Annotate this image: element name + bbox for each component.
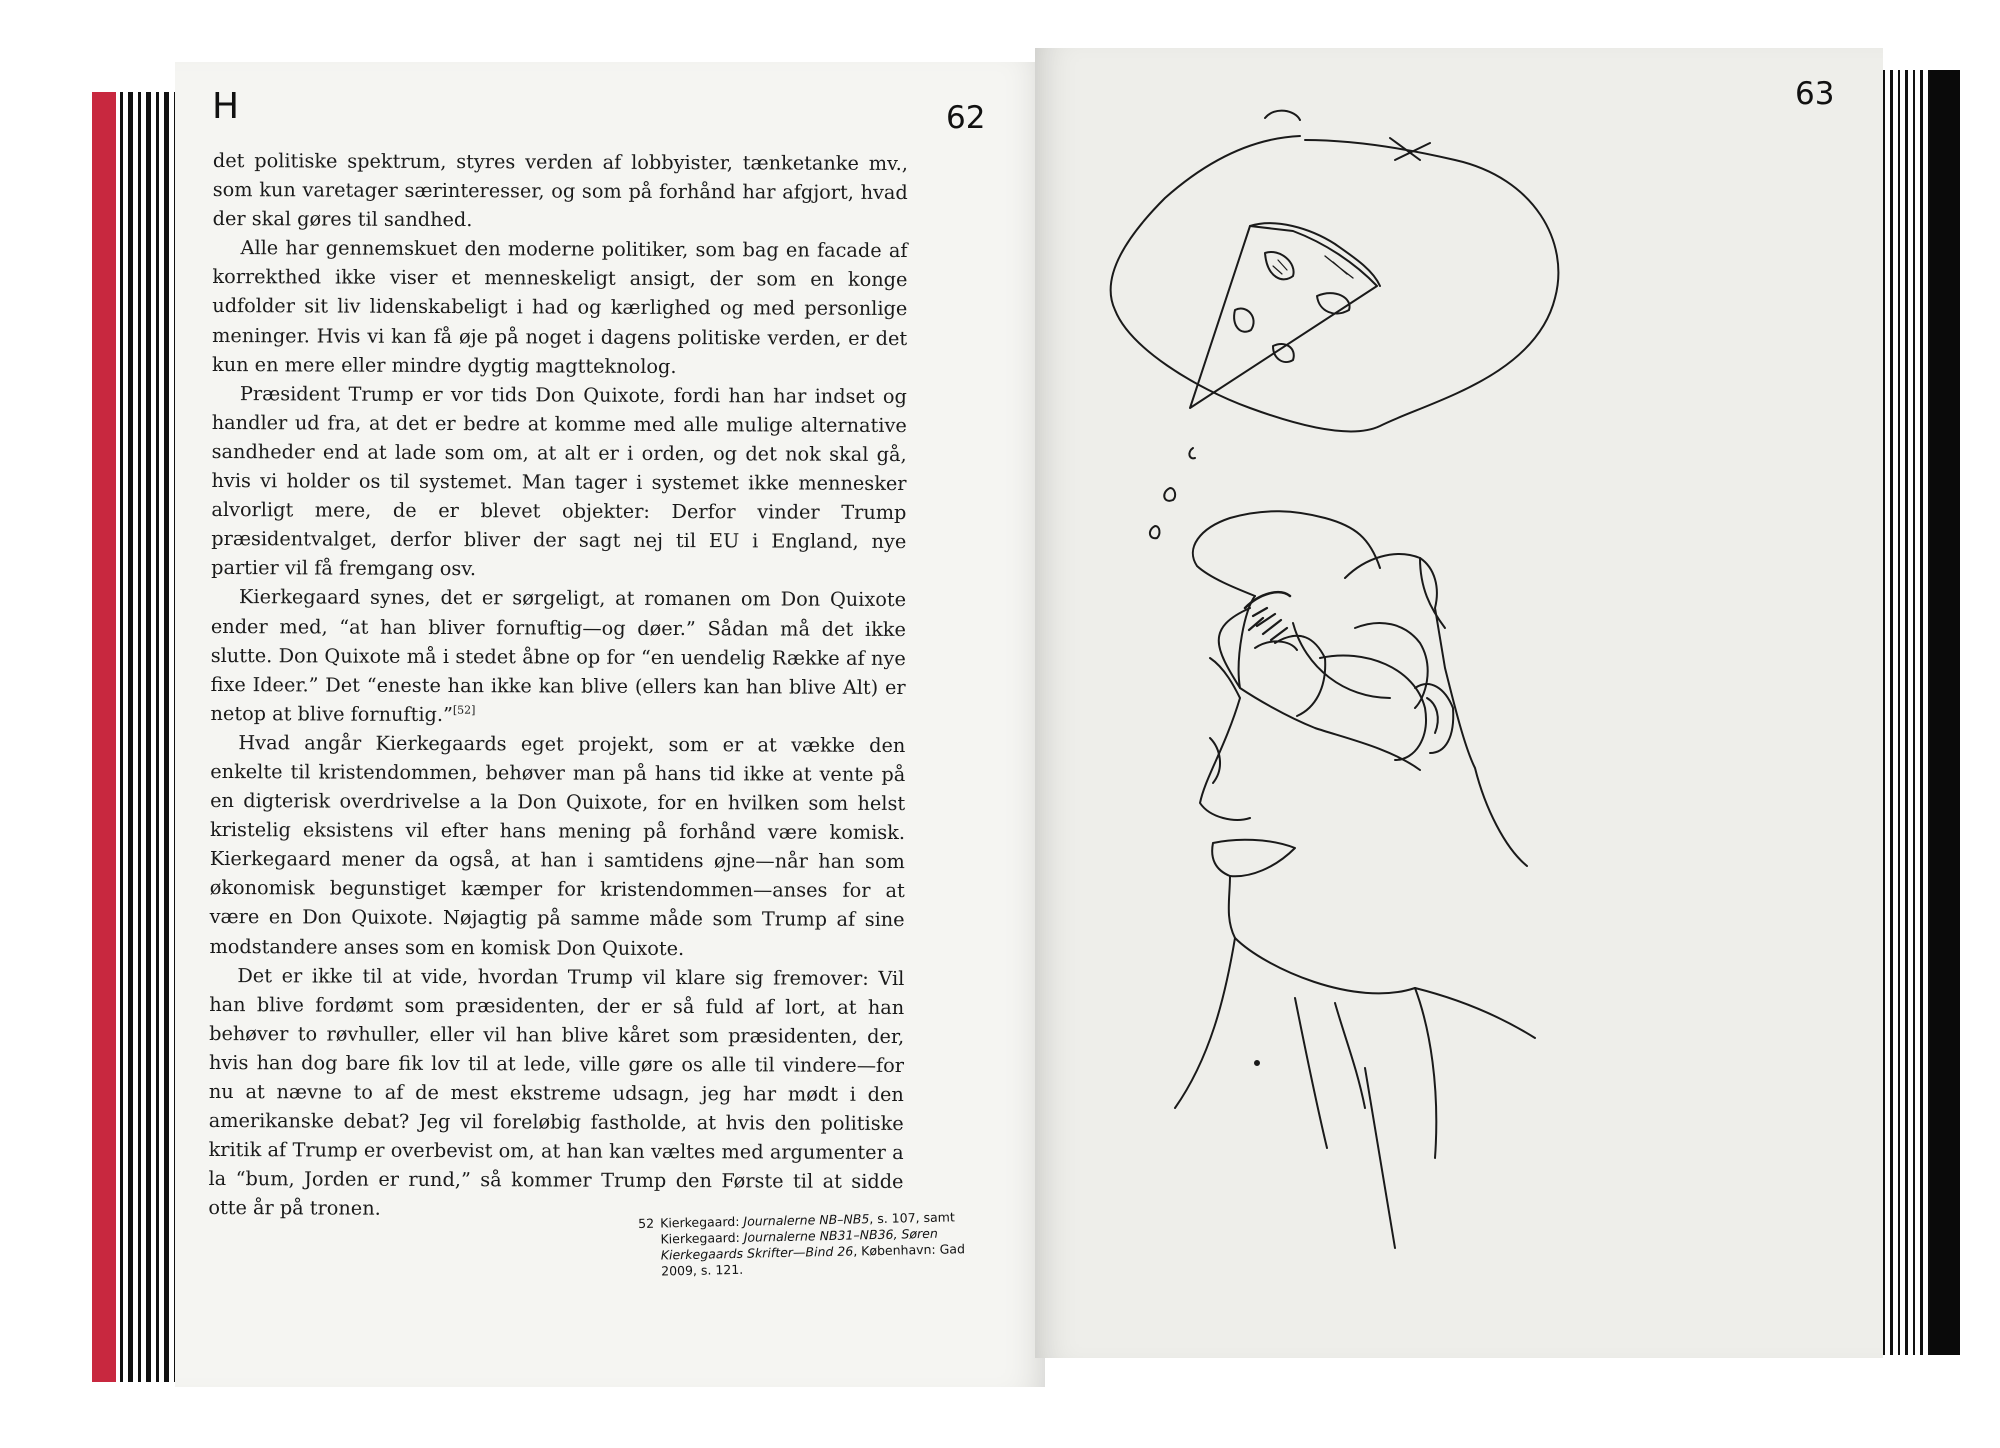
thought-dot (1189, 448, 1195, 458)
bubble-tail-stroke (1265, 111, 1300, 120)
footnote-number: 52 (638, 1215, 655, 1231)
page-edges-right (1870, 70, 1960, 1355)
red-edge (92, 92, 116, 1382)
paragraph: Det er ikke til at vide, hvordan Trump vil klare sig fremover: Vil han blive fordømt som præsidenten, der er så fuld af lort, at han behøver to røvhuller, eller vil han blive kåret som præsidenten, der, hvis han dog bare fik lov til at lede, ville gøre os alle til vindere—for nu at nævne to af de mest ekstreme udsagn, jeg har mødt i den amerikanske debat? Jeg vil foreløbig fastholde, at hvis den politiske kritik af Trump er overbevist om, at han kan væltes med argumenter a la “bum, Jorden er rund,” så kommer Trump den Første til at sidde otte år på tronen. (208, 963, 905, 1221)
footnote-part: , s. 107, samt Kierkegaard: (660, 1209, 955, 1247)
speck (1255, 1061, 1259, 1065)
footnote-text (660, 1208, 1001, 1279)
footnote-title: Journalerne NB31–NB36, Søren Kierkegaards Skrifter—Bind 26 (660, 1225, 938, 1263)
footnote-reference: [52] (452, 703, 476, 717)
paragraph: Præsident Trump er vor tids Don Quixote, fordi han har indset og handler ud fra, at det er bedre at komme med alle mulige alternative sandheder end at lade som om, at alt er i orden, og det nok skal gå, hvis vi holder os til systemet. Man tager i systemet ikke mennesker alvorligt mere, de er blevet objekter: Derfor vinder Trump præsidentvalget, derfor bliver der sagt nej til EU i England, nye partier vil få fremgang osv. (211, 381, 907, 581)
pizza-slice-icon (1190, 223, 1380, 408)
footnote-title: Journalerne NB–NB5 (743, 1211, 870, 1229)
thought-bubble (1111, 136, 1559, 432)
footnote-part: , København: Gad 2009, s. 121. (661, 1241, 966, 1279)
thought-dot (1164, 488, 1175, 501)
line-drawing-illustration (1035, 48, 1883, 1358)
page-number-left: 62 (946, 100, 986, 136)
body-text (208, 146, 908, 1225)
paragraph: Alle har gennemskuet den moderne politiker, som bag en facade af korrekthed ikke viser et menneskeligt ansigt, der som en konge udfolder sit liv lidenskabeligt i had og kærlighed og med personlige meninger. Hvis vi kan få øje på noget i dagens politiske verden, er det kun en mere eller mindre dygtig magtteknolog. (211, 236, 908, 378)
footnote-part: Kierkegaard: (659, 1213, 744, 1231)
black-edge (1930, 70, 1960, 1355)
paragraph-text: Kierkegaard synes, det er sørgeligt, at romanen om Don Quixote ender med, “at han bliver fornuftig—og døer.” Sådan må det ikke slutte. Don Quixote må i stedet åbne op for “en uendelig Række af nye fixe Ideer.” Det “eneste han ikke kan blive (ellers kan han blive Alt) er netop at blive fornuftig.” (210, 585, 907, 726)
paragraph (210, 582, 906, 730)
portrait-drawing (1175, 511, 1535, 1248)
footnote (638, 1208, 1019, 1280)
paragraph: det politiske spektrum, styres verden af lobbyister, tænketanke mv., som kun varetager særinteresser, og som på forhånd har afgjort, hvad der skal gøres til sandhed. (212, 148, 908, 232)
thought-dot (1150, 526, 1160, 538)
section-letter: H (212, 86, 240, 127)
page-number-right: 63 (1795, 76, 1835, 112)
paragraph: Hvad angår Kierkegaards eget projekt, som er at vække den enkelte til kristendommen, behøver man på hans tid ikke at vente på en digterisk overdrivelse a la Don Quixote, for en hvilken som helst kristelig eksistens vil efter hans mening på forhånd være komisk. Kierkegaard mener da også, at han i samtidens øjne—når han som økonomisk begunstiget kæmper for kristendommen—anses for at være en Don Quixote. Nøjagtig på samme måde som Trump af sine modstandere anses som en komisk Don Quixote. (209, 730, 906, 960)
